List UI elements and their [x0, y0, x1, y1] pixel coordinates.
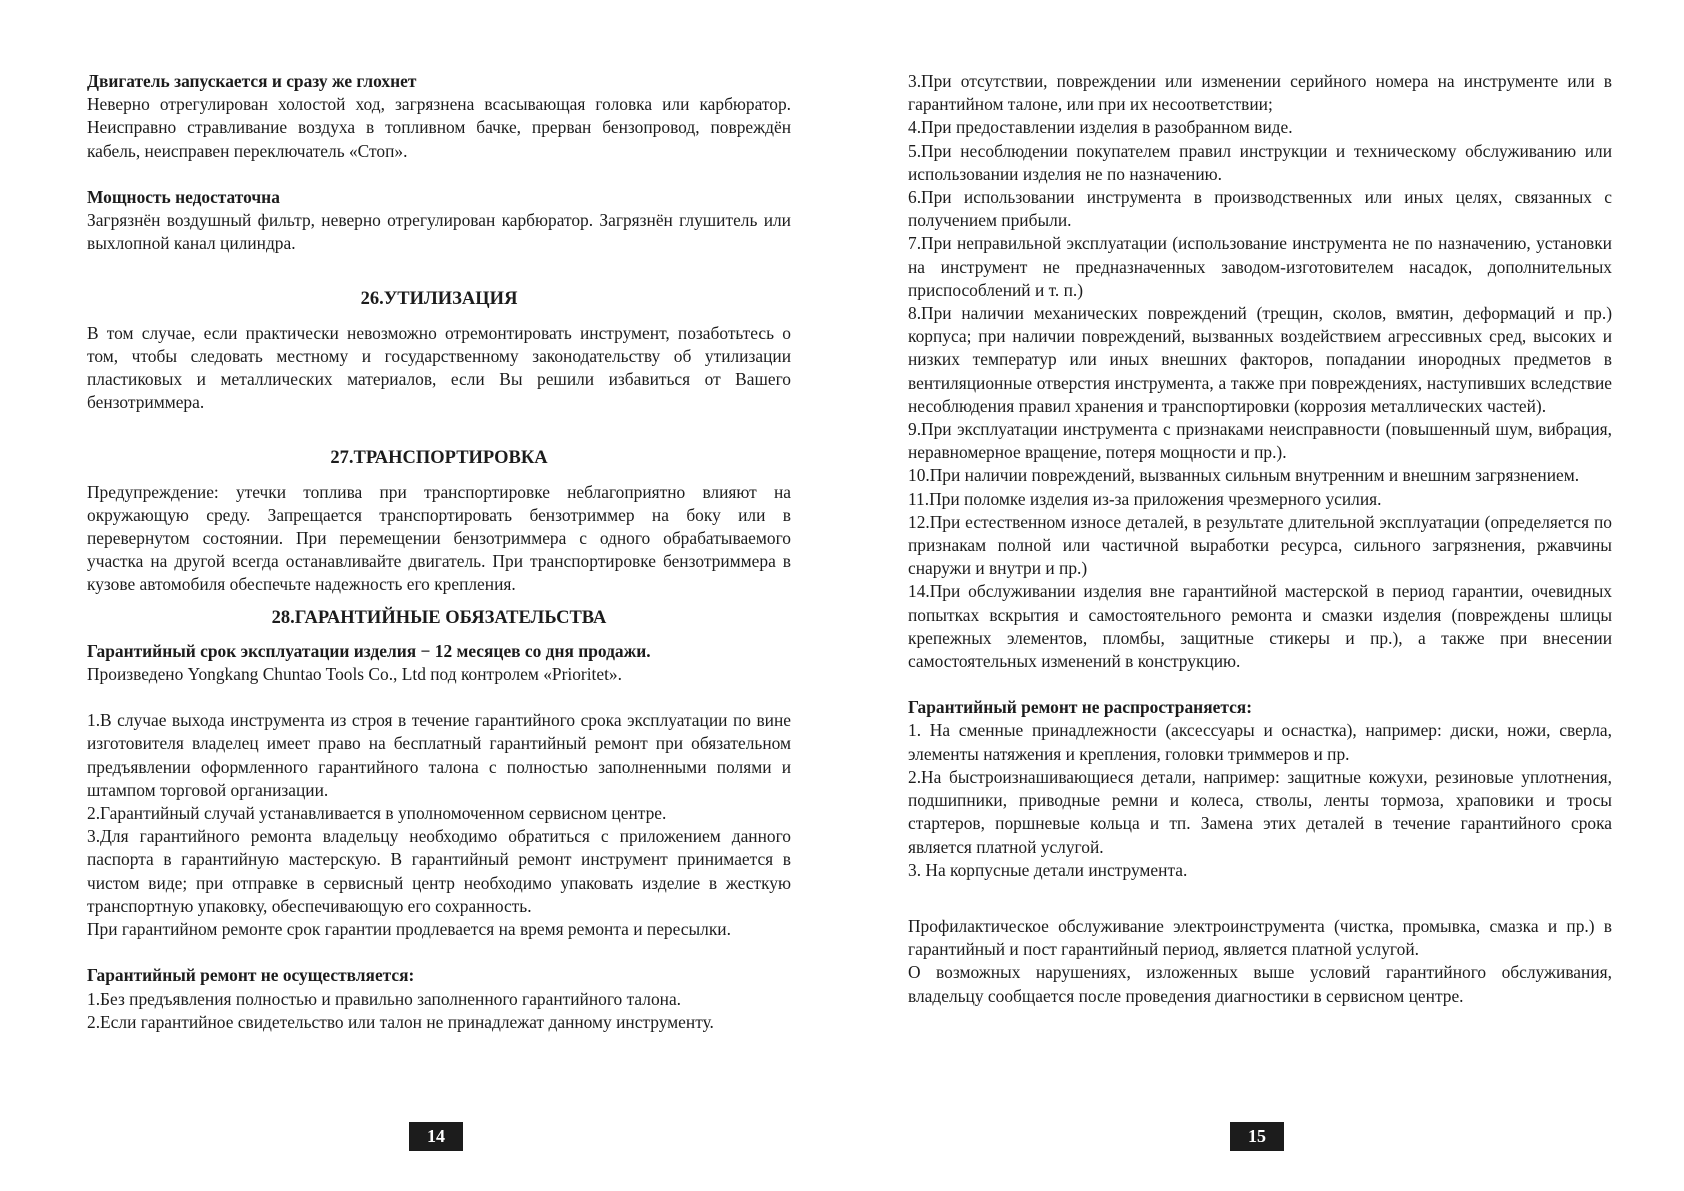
not-performed-item-7: 7.При неправильной эксплуатации (использование инструмента не по назначению, установки на инструмент не предназначенных заводом-изготовителем насадок, дополнительных приспособлений и т. п.) — [908, 233, 1612, 300]
not-covered-title: Гарантийный ремонт не распространяется: — [908, 697, 1252, 718]
warranty-item-1: 1.В случае выхода инструмента из строя в течение гарантийного срока эксплуатации по вине изготовителя владелец имеет право на бесплатный гарантийный ремонт при обязательном предъявлении оформленного гарантийного талона с полностью заполненными полями и штампом торговой организации. — [87, 710, 791, 800]
not-performed-item-4: 4.При предоставлении изделия в разобранном виде. — [908, 117, 1293, 138]
warranty-extension: При гарантийном ремонте срок гарантии продлевается на время ремонта и пересылки. — [87, 919, 731, 940]
trouble-engine-stalls-text: Неверно отрегулирован холостой ход, загрязнена всасывающая головка или карбюратор. Неисправно стравливание воздуха в топливном бачке, прерван бензопровод, повреждён кабель, неисправен переключатель «Стоп». — [87, 94, 791, 161]
warranty-item-3: 3.Для гарантийного ремонта владельцу необходимо обратиться с приложением данного паспорта в гарантийную мастерскую. В гарантийный ремонт инструмент принимается в чистом виде; при отправке в сервисный центр необходимо упаковать изделие в жесткую транспортную упаковку, обеспечивающую его сохранность. — [87, 826, 791, 916]
warranty-item-2: 2.Гарантийный случай устанавливается в уполномоченном сервисном центре. — [87, 803, 667, 824]
section-27-text: Предупреждение: утечки топлива при транспортировке неблагоприятно влияют на окружающую среду. Запрещается транспортировать бензотриммер на боку или в перевернутом состоянии. При перемещении бензотриммера с одного обрабатываемого участка на другой всегда останавливайте двигатель. При транспортировке бензотриммера в кузове автомобиля обеспечьте надежность его крепления. — [87, 481, 791, 595]
maintenance-note: Профилактическое обслуживание электроинструмента (чистка, промывка, смазка и пр.) в гарантийный и пост гарантийный период, является платной услугой. — [908, 915, 1612, 960]
section-27-heading: 27.ТРАНСПОРТИРОВКА — [330, 448, 548, 469]
not-performed-item-6: 6.При использовании инструмента в производственных или иных целях, связанных с получением прибыли. — [908, 187, 1612, 231]
page-number-15: 15 — [1230, 1122, 1284, 1151]
not-performed-item-10: 10.При наличии повреждений, вызванных сильным внутренним и внешним загрязнением. — [908, 465, 1580, 486]
not-performed-item-9: 9.При эксплуатации инструмента с признаками неисправности (повышенный шум, вибрация, неравномерное вращение, потеря мощности и пр.). — [908, 419, 1612, 463]
page-number-14: 14 — [409, 1122, 463, 1151]
not-performed-item-8: 8.При наличии механических повреждений (трещин, сколов, вмятин, деформаций и пр.) корпуса; при наличии повреждений, вызванных воздействием агрессивных сред, высоких и низких температур или иных внешних факторов, попадании инородных предметов в вентиляционные отверстия инструмента, а также при повреждениях, наступивших вследствие несоблюдения правил хранения и транспортировки (коррозия металлических частей). — [908, 303, 1612, 416]
not-performed-item-1: 1.Без предъявления полностью и правильно заполненного гарантийного талона. — [87, 988, 682, 1009]
section-26-heading: 26.УТИЛИЗАЦИЯ — [360, 289, 518, 310]
right-page — [908, 70, 1612, 1008]
not-performed-item-3: 3.При отсутствии, повреждении или изменении серийного номера на инструменте или в гарантийном талоне, или при их несоответствии; — [908, 71, 1612, 115]
not-performed-item-11: 11.При поломке изделия из-за приложения чрезмерного усилия. — [908, 488, 1382, 509]
not-performed-item-14: 14.При обслуживании изделия вне гарантийной мастерской в период гарантии, очевидных попытках вскрытия и самостоятельного ремонта и смазки изделия (повреждены шлицы крепежных элементов, пломбы, защитные стикеры и пр.), а также при внесении самостоятельных изменений в конструкцию. — [908, 581, 1612, 672]
left-page — [87, 70, 791, 1034]
trouble-low-power-title: Мощность недостаточна — [87, 186, 280, 207]
manufacturer-line: Произведено Yongkang Chuntao Tools Co., Ltd под контролем «Prioritet». — [87, 664, 622, 685]
section-28-heading: 28.ГАРАНТИЙНЫЕ ОБЯЗАТЕЛЬСТВА — [271, 607, 607, 628]
not-covered-item-2: 2.На быстроизнашивающиеся детали, например: защитные кожухи, резиновые уплотнения, подшипники, приводные ремни и колеса, стволы, ленты тормоза, храповики и тросы стартеров, поршневые кольца и тп. Замена этих деталей в течение гарантийного срока является платной услугой. — [908, 766, 1612, 857]
not-covered-item-1: 1. На сменные принадлежности (аксессуары и оснастка), например: диски, ножи, сверла, элементы натяжения и крепления, головки триммеров и пр. — [908, 720, 1612, 764]
not-performed-title: Гарантийный ремонт не осуществляется: — [87, 965, 415, 986]
trouble-engine-stalls-title: Двигатель запускается и сразу же глохнет — [87, 71, 417, 91]
not-performed-item-2: 2.Если гарантийное свидетельство или талон не принадлежат данному инструменту. — [87, 1011, 714, 1032]
not-performed-item-12: 12.При естественном износе деталей, в результате длительной эксплуатации (определяется по признакам полной или частичной выработки ресурса, сильного загрязнения, ржавчины снаружи и внутри и пр.) — [908, 511, 1612, 579]
not-performed-item-5: 5.При несоблюдении покупателем правил инструкции и техническому обслуживанию или использовании изделия не по назначению. — [908, 140, 1612, 184]
trouble-low-power-text: Загрязнён воздушный фильтр, неверно отрегулирован карбюратор. Загрязнён глушитель или выхлопной канал цилиндра. — [87, 210, 791, 254]
violations-note: О возможных нарушениях, изложенных выше условий гарантийного обслуживания, владельцу сообщается после проведения диагностики в сервисном центре. — [908, 962, 1612, 1006]
section-26-text: В том случае, если практически невозможно отремонтировать инструмент, позаботьтесь о том, чтобы следовать местному и государственному законодательству об утилизации пластиковых и металлических материалов, если Вы решили избавиться от Вашего бензотриммера. — [87, 322, 791, 413]
not-covered-item-3: 3. На корпусные детали инструмента. — [908, 859, 1188, 880]
warranty-term: Гарантийный срок эксплуатации изделия − 12 месяцев со дня продажи. — [87, 640, 651, 661]
